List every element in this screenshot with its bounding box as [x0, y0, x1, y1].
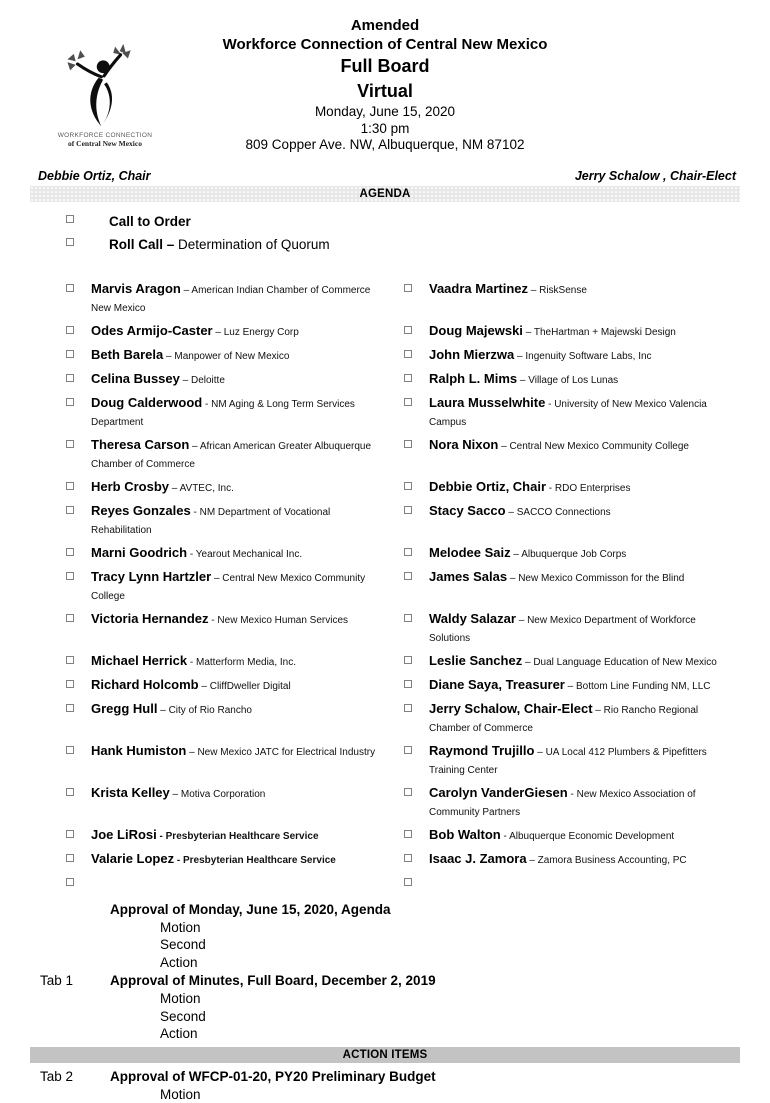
- member-organization: – Rio Rancho Regional Chamber of Commerce: [429, 705, 698, 734]
- checkbox-icon: [66, 238, 74, 246]
- roster-item: [66, 478, 404, 496]
- member-organization: – TheHartman + Majewski Design: [523, 327, 676, 338]
- approval-item-body: [110, 971, 436, 1043]
- roster-item: [404, 322, 742, 340]
- checkbox-icon: [66, 548, 74, 556]
- approval-items-list: [40, 900, 770, 1043]
- roster-item-text: [429, 346, 652, 364]
- roster-item-text: [91, 346, 289, 364]
- roster-item-text: [429, 676, 711, 694]
- checkbox-icon: [404, 506, 412, 514]
- officers-row: [38, 169, 736, 183]
- approval-item: [40, 900, 770, 972]
- roster-item-text: [429, 322, 676, 340]
- member-organization: – Deloitte: [180, 375, 225, 386]
- checkbox-icon: [404, 284, 412, 292]
- roster-item: [404, 676, 742, 694]
- roster-item: [404, 478, 742, 496]
- member-name: Reyes Gonzales: [91, 503, 191, 518]
- roster-item: [66, 610, 404, 646]
- roster-item-text: [429, 568, 684, 586]
- member-organization: – New Mexico JATC for Electrical Industry: [186, 747, 375, 758]
- action-items-section-title: ACTION ITEMS: [343, 1049, 428, 1061]
- roster-item-text: [91, 784, 265, 802]
- roster-item: [66, 280, 404, 316]
- member-organization: – Ingenuity Software Labs, Inc: [514, 351, 651, 362]
- checkbox-icon: [66, 284, 74, 292]
- member-name: Doug Majewski: [429, 323, 523, 338]
- roster-item: [404, 280, 742, 316]
- roster-item-text: [91, 436, 392, 472]
- roster-item-text: [91, 502, 392, 538]
- checkbox-icon: [404, 656, 412, 664]
- checkbox-icon: [66, 878, 74, 886]
- member-name: Krista Kelley: [91, 785, 170, 800]
- member-organization: – Albuquerque Job Corps: [511, 549, 627, 560]
- member-organization: - University of New Mexico Valencia Campus: [429, 399, 707, 428]
- member-organization: – AVTEC, Inc.: [169, 483, 234, 494]
- member-name: Stacy Sacco: [429, 503, 506, 518]
- checkbox-icon: [66, 572, 74, 580]
- amended-label: Amended: [0, 16, 770, 35]
- member-name: Theresa Carson: [91, 437, 189, 452]
- member-organization: - Presbyterian Healthcare Service: [157, 831, 319, 842]
- agenda-line-text: [109, 234, 330, 255]
- member-organization: – UA Local 412 Plumbers & Pipefitters Training Center: [429, 747, 707, 776]
- chair-elect-name: Jerry Schalow , Chair-Elect: [575, 169, 736, 183]
- roster-item-text: [429, 394, 730, 430]
- roster-item-text: [91, 700, 252, 718]
- preliminary-agenda-items: [66, 211, 770, 255]
- checkbox-icon: [66, 788, 74, 796]
- roster-item: [66, 322, 404, 340]
- roster-item: [404, 346, 742, 364]
- roster-item: [404, 610, 742, 646]
- checkbox-icon: [404, 854, 412, 862]
- roster-item: [404, 850, 742, 868]
- checkbox-icon: [66, 614, 74, 622]
- roster-item-text: [91, 280, 392, 316]
- meeting-mode: Virtual: [0, 79, 770, 104]
- roster-item-text: [429, 280, 587, 298]
- meeting-time: 1:30 pm: [0, 121, 770, 138]
- roster-item-text: [429, 742, 730, 778]
- roster-item-text: [91, 322, 299, 340]
- member-organization: – SACCO Connections: [506, 507, 611, 518]
- member-name: Diane Saya, Treasurer: [429, 677, 565, 692]
- roster-item-text: [91, 676, 291, 694]
- member-organization: – African American Greater Albuquerque Chamber of Commerce: [91, 441, 371, 470]
- checkbox-icon: [404, 680, 412, 688]
- meeting-address: 809 Copper Ave. NW, Albuquerque, NM 87102: [0, 137, 770, 154]
- roster-item-text: [91, 652, 296, 670]
- member-organization: – CliffDweller Digital: [199, 681, 291, 692]
- checkbox-icon: [404, 878, 412, 886]
- member-name: Joe LiRosi: [91, 827, 157, 842]
- approval-subitem: Motion: [160, 919, 391, 937]
- member-name: Beth Barela: [91, 347, 163, 362]
- roster-item: [404, 874, 742, 886]
- agenda-section-header: [30, 186, 740, 202]
- roster-item-text: [429, 370, 618, 388]
- member-name: Richard Holcomb: [91, 677, 199, 692]
- logo-text-line2: of Central New Mexico: [42, 139, 168, 148]
- member-name: Carolyn VanderGiesen: [429, 785, 568, 800]
- member-organization: - New Mexico Association of Community Partners: [429, 789, 696, 818]
- roster-item: [404, 700, 742, 736]
- member-organization: - NM Department of Vocational Rehabilitation: [91, 507, 330, 536]
- checkbox-icon: [66, 854, 74, 862]
- agenda-line: [66, 234, 770, 255]
- roster-item: [404, 394, 742, 430]
- approval-subitem: Motion: [160, 990, 436, 1008]
- action-items-list: [40, 1067, 770, 1103]
- checkbox-icon: [66, 506, 74, 514]
- roster-item: [404, 544, 742, 562]
- member-name: Vaadra Martinez: [429, 281, 528, 296]
- checkbox-icon: [66, 215, 74, 223]
- agenda-line: [66, 211, 770, 232]
- approval-item: [40, 1067, 770, 1103]
- chair-name: Debbie Ortiz, Chair: [38, 169, 151, 183]
- member-name: Tracy Lynn Hartzler: [91, 569, 211, 584]
- approval-title: Approval of WFCP-01-20, PY20 Preliminary Budget: [110, 1067, 436, 1086]
- member-organization: – Central New Mexico Community College: [91, 573, 365, 602]
- roster-item: [66, 850, 404, 868]
- checkbox-icon: [404, 572, 412, 580]
- roster-item: [66, 394, 404, 430]
- member-organization: - Presbyterian Healthcare Service: [174, 855, 336, 866]
- roster-item: [66, 826, 404, 844]
- checkbox-icon: [66, 398, 74, 406]
- workforce-connection-logo: [42, 42, 168, 148]
- tab-label: [40, 900, 110, 972]
- roster-item-text: [91, 610, 348, 628]
- member-organization: – Manpower of New Mexico: [163, 351, 289, 362]
- roster-item-text: [429, 850, 687, 868]
- roster-item: [404, 568, 742, 604]
- approval-subitem: Second: [160, 936, 391, 954]
- member-organization: - Albuquerque Economic Development: [501, 831, 674, 842]
- tab-label: Tab 1: [40, 971, 110, 1043]
- checkbox-icon: [66, 440, 74, 448]
- member-name: James Salas: [429, 569, 507, 584]
- member-name: Waldy Salazar: [429, 611, 516, 626]
- member-name: Jerry Schalow, Chair-Elect: [429, 701, 593, 716]
- dancing-person-figure-icon: [53, 42, 157, 130]
- roster-item: [404, 436, 742, 472]
- roster-item: [66, 502, 404, 538]
- member-name: Valarie Lopez: [91, 851, 174, 866]
- checkbox-icon: [66, 350, 74, 358]
- member-name: Marvis Aragon: [91, 281, 181, 296]
- member-organization: – Village of Los Lunas: [517, 375, 618, 386]
- checkbox-icon: [404, 350, 412, 358]
- member-organization: – Motiva Corporation: [170, 789, 266, 800]
- roster-item: [66, 568, 404, 604]
- member-name: Debbie Ortiz, Chair: [429, 479, 546, 494]
- checkbox-icon: [404, 440, 412, 448]
- agenda-section-title: AGENDA: [359, 188, 410, 200]
- roster-item: [404, 826, 742, 844]
- meeting-date: Monday, June 15, 2020: [0, 104, 770, 121]
- member-name: Michael Herrick: [91, 653, 187, 668]
- approval-item-body: [110, 900, 391, 972]
- roster-item-text: [91, 742, 375, 760]
- roster-item: [66, 370, 404, 388]
- member-name: Nora Nixon: [429, 437, 498, 452]
- member-name: Doug Calderwood: [91, 395, 202, 410]
- roster-item-text: [429, 784, 730, 820]
- member-name: Leslie Sanchez: [429, 653, 522, 668]
- checkbox-icon: [66, 374, 74, 382]
- roster-item: [66, 346, 404, 364]
- checkbox-icon: [66, 830, 74, 838]
- approval-subitem: Action: [160, 954, 391, 972]
- member-organization: – RiskSense: [528, 285, 587, 296]
- member-organization: – City of Rio Rancho: [157, 705, 252, 716]
- member-name: Herb Crosby: [91, 479, 169, 494]
- member-name: Bob Walton: [429, 827, 501, 842]
- approval-subitem: Second: [160, 1008, 436, 1026]
- member-name: Victoria Hernandez: [91, 611, 209, 626]
- member-organization: - Matterform Media, Inc.: [187, 657, 296, 668]
- agenda-line-detail: Determination of Quorum: [174, 237, 329, 252]
- member-name: Ralph L. Mims: [429, 371, 517, 386]
- checkbox-icon: [66, 704, 74, 712]
- board-member-roster: [66, 280, 742, 892]
- member-organization: - RDO Enterprises: [546, 483, 630, 494]
- approval-subitem: Action: [160, 1025, 436, 1043]
- checkbox-icon: [404, 326, 412, 334]
- roster-item: [66, 436, 404, 472]
- meeting-name: Full Board: [0, 54, 770, 79]
- roster-item: [66, 874, 404, 886]
- roster-item: [404, 502, 742, 538]
- member-organization: – American Indian Chamber of Commerce New Mexico: [91, 285, 370, 314]
- logo-text-line1: WORKFORCE CONNECTION: [42, 132, 168, 139]
- member-organization: – Luz Energy Corp: [213, 327, 299, 338]
- roster-item: [66, 544, 404, 562]
- approval-title: Approval of Monday, June 15, 2020, Agenda: [110, 900, 391, 919]
- member-name: Raymond Trujillo: [429, 743, 534, 758]
- roster-item-text: [429, 826, 674, 844]
- checkbox-icon: [404, 788, 412, 796]
- checkbox-icon: [404, 746, 412, 754]
- roster-item-text: [429, 610, 730, 646]
- roster-item-text: [91, 394, 392, 430]
- member-name: Celina Bussey: [91, 371, 180, 386]
- roster-item: [66, 784, 404, 820]
- roster-item: [66, 676, 404, 694]
- member-name: Gregg Hull: [91, 701, 157, 716]
- agenda-line-title: Roll Call –: [109, 237, 174, 252]
- checkbox-icon: [66, 326, 74, 334]
- roster-item: [404, 652, 742, 670]
- member-name: Isaac J. Zamora: [429, 851, 527, 866]
- approval-item-body: [110, 1067, 436, 1103]
- action-items-section-header: [30, 1047, 740, 1063]
- checkbox-icon: [66, 482, 74, 490]
- checkbox-icon: [66, 746, 74, 754]
- checkbox-icon: [404, 398, 412, 406]
- roster-item-text: [429, 502, 611, 520]
- checkbox-icon: [404, 830, 412, 838]
- checkbox-icon: [404, 614, 412, 622]
- tab-label: Tab 2: [40, 1067, 110, 1103]
- roster-item-text: [429, 478, 631, 496]
- member-organization: - NM Aging & Long Term Services Department: [91, 399, 355, 428]
- member-organization: – Bottom Line Funding NM, LLC: [565, 681, 711, 692]
- roster-item: [404, 370, 742, 388]
- approval-title: Approval of Minutes, Full Board, December 2, 2019: [110, 971, 436, 990]
- roster-item-text: [91, 568, 392, 604]
- roster-item-text: [429, 652, 717, 670]
- member-organization: - Yearout Mechanical Inc.: [187, 549, 302, 560]
- member-organization: - New Mexico Human Services: [209, 615, 348, 626]
- organization-name: Workforce Connection of Central New Mexico: [0, 35, 770, 54]
- checkbox-icon: [404, 704, 412, 712]
- roster-item: [66, 742, 404, 778]
- approval-subitem: Motion: [160, 1086, 436, 1103]
- member-organization: – New Mexico Department of Workforce Solutions: [429, 615, 696, 644]
- member-organization: – New Mexico Commisson for the Blind: [507, 573, 684, 584]
- roster-item: [404, 742, 742, 778]
- checkbox-icon: [404, 482, 412, 490]
- roster-item-text: [429, 544, 626, 562]
- roster-item-text: [91, 826, 319, 844]
- member-organization: – Dual Language Education of New Mexico: [522, 657, 717, 668]
- member-organization: – Zamora Business Accounting, PC: [527, 855, 687, 866]
- checkbox-icon: [66, 656, 74, 664]
- roster-item: [66, 652, 404, 670]
- member-name: Odes Armijo-Caster: [91, 323, 213, 338]
- member-name: Hank Humiston: [91, 743, 186, 758]
- roster-item-text: [91, 370, 225, 388]
- checkbox-icon: [66, 680, 74, 688]
- roster-item-text: [91, 850, 336, 868]
- roster-item: [404, 784, 742, 820]
- approval-item: [40, 971, 770, 1043]
- roster-item-text: [91, 544, 302, 562]
- checkbox-icon: [404, 374, 412, 382]
- member-name: Laura Musselwhite: [429, 395, 545, 410]
- roster-item-text: [429, 436, 689, 454]
- roster-item-text: [91, 478, 234, 496]
- member-name: John Mierzwa: [429, 347, 514, 362]
- member-name: Melodee Saiz: [429, 545, 511, 560]
- member-organization: – Central New Mexico Community College: [498, 441, 689, 452]
- checkbox-icon: [404, 548, 412, 556]
- agenda-line-title: Call to Order: [109, 214, 191, 229]
- member-name: Marni Goodrich: [91, 545, 187, 560]
- agenda-line-text: [109, 211, 191, 232]
- roster-item-text: [429, 700, 730, 736]
- roster-item: [66, 700, 404, 736]
